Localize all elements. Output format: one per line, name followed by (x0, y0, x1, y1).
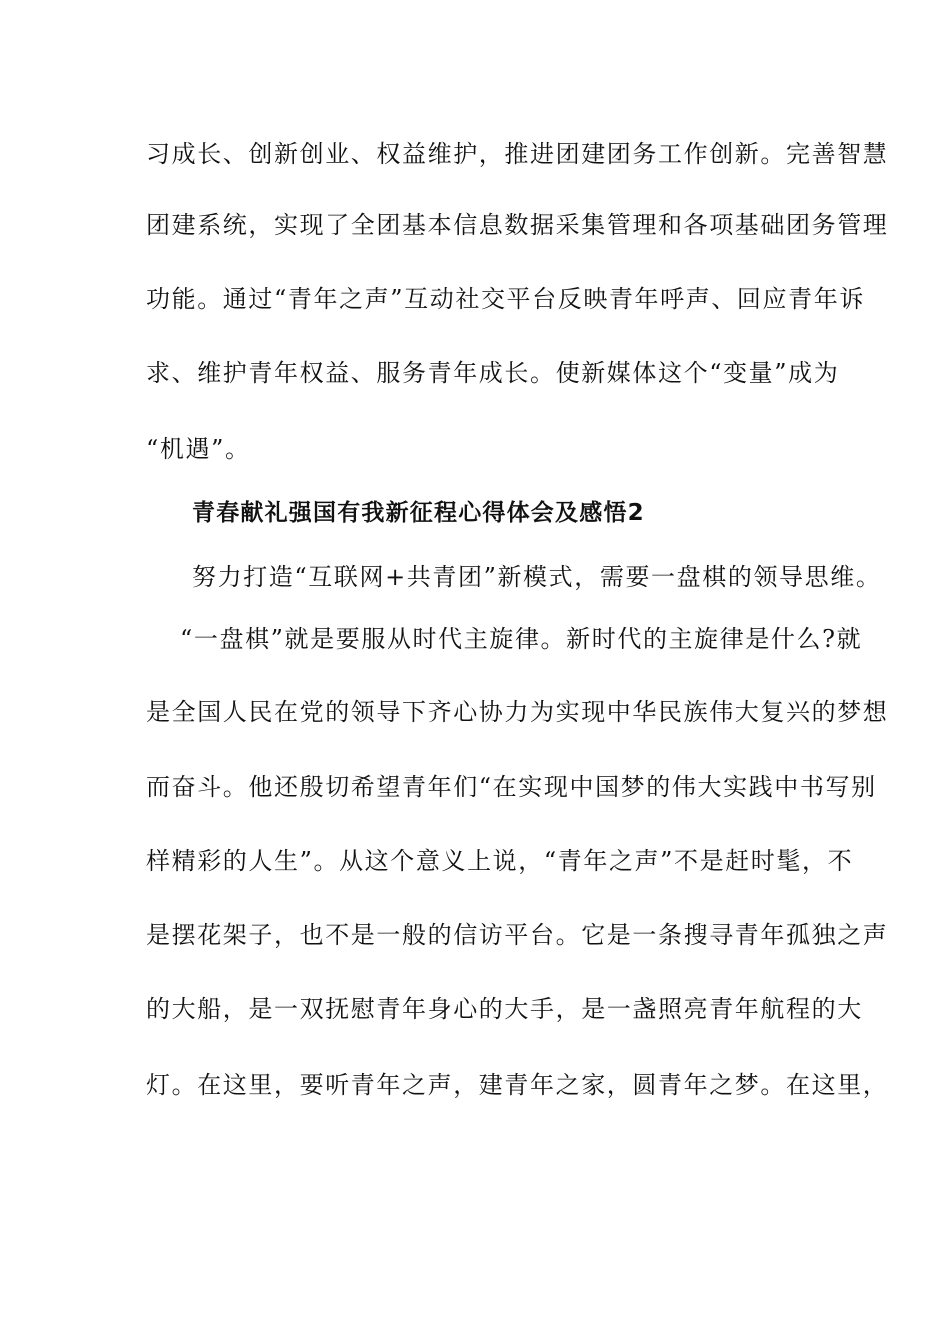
paragraph-2-line-1: 努力打造“互联网+共青团”新模式，需要一盘棋的领导思维。 (192, 563, 882, 591)
paragraph-1-line-5: “机遇”。 (146, 435, 251, 463)
paragraph-1-line-3: 功能。通过“青年之声”互动社交平台反映青年呼声、回应青年诉 (146, 285, 865, 313)
paragraph-3-line-5: 是摆花架子，也不是一般的信访平台。它是一条搜寻青年孤独之声 (146, 921, 889, 949)
section-heading: 青春献礼强国有我新征程心得体会及感悟2 (192, 500, 645, 526)
paragraph-1-line-4: 求、维护青年权益、服务青年成长。使新媒体这个“变量”成为 (146, 359, 840, 387)
paragraph-3-line-4: 样精彩的人生”。从这个意义上说，“青年之声”不是赶时髦，不 (146, 847, 854, 875)
paragraph-3-line-2: 是全国人民在党的领导下齐心协力为实现中华民族伟大复兴的梦想 (146, 698, 889, 726)
paragraph-3-line-6: 的大船，是一双抚慰青年身心的大手，是一盏照亮青年航程的大 (146, 995, 863, 1023)
paragraph-1-line-2: 团建系统，实现了全团基本信息数据采集管理和各项基础团务管理 (146, 211, 889, 239)
paragraph-3-line-1: “一盘棋”就是要服从时代主旋律。新时代的主旋律是什么?就 (180, 625, 863, 653)
paragraph-3-line-3: 而奋斗。他还殷切希望青年们“在实现中国梦的伟大实践中书写别 (146, 773, 877, 801)
paragraph-3-line-7: 灯。在这里，要听青年之声，建青年之家，圆青年之梦。在这里， (146, 1071, 889, 1099)
paragraph-1-line-1: 习成长、创新创业、权益维护，推进团建团务工作创新。完善智慧 (146, 140, 889, 168)
